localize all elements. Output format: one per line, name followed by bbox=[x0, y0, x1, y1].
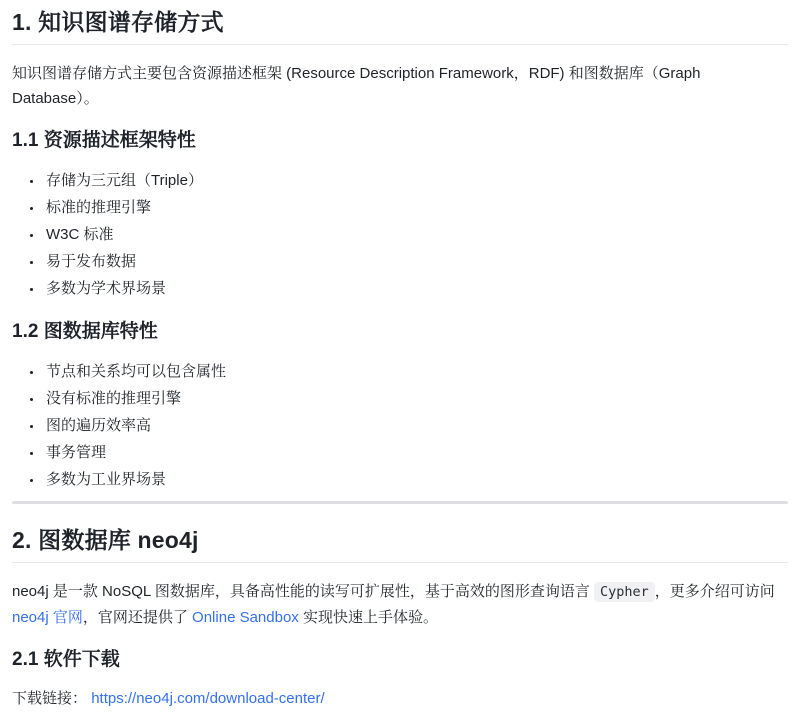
section-2-heading: 2. 图数据库 neo4j bbox=[12, 526, 788, 563]
subsection-1-2-heading: 1.2 图数据库特性 bbox=[12, 321, 158, 342]
intro-text: neo4j 是一款 NoSQL 图数据库，具备高性能的读写可扩展性，基于高效的图形查询语言 bbox=[12, 583, 595, 600]
inline-code-cypher: Cypher bbox=[594, 582, 655, 602]
list-item: • 图的遍历效率高 bbox=[43, 412, 788, 439]
list-item: • W3C 标准 bbox=[43, 221, 788, 248]
neo4j-website-link[interactable]: neo4j 官网 bbox=[12, 609, 83, 626]
download-line bbox=[12, 686, 788, 711]
list-item: • 多数为工业界场景 bbox=[43, 466, 788, 493]
download-link[interactable]: https://neo4j.com/download-center/ bbox=[91, 690, 325, 707]
list-item: • 事务管理 bbox=[43, 439, 788, 466]
list-item: • 易于发布数据 bbox=[43, 248, 788, 275]
subsection-1-1-heading: 1.1 资源描述框架特性 bbox=[12, 130, 196, 151]
intro-text: ，官网还提供了 bbox=[82, 609, 193, 626]
subsection-2-1-heading: 2.1 软件下载 bbox=[12, 649, 120, 670]
intro-text: ，更多介绍可访问 bbox=[654, 583, 775, 600]
list-item: • 没有标准的推理引擎 bbox=[43, 385, 788, 412]
list-item: • 存储为三元组（Triple） bbox=[43, 167, 788, 194]
list-item: • 多数为学术界场景 bbox=[43, 275, 788, 302]
list-item: • 节点和关系均可以包含属性 bbox=[43, 358, 788, 385]
download-label: 下载链接： bbox=[12, 690, 88, 707]
list-item: • 标准的推理引擎 bbox=[43, 194, 788, 221]
section-2-intro bbox=[12, 579, 788, 630]
section-1-intro: 知识图谱存储方式主要包含资源描述框架 (Resource Description Framework，RDF) 和图数据库（Graph Database）。 bbox=[12, 65, 701, 107]
section-divider bbox=[12, 501, 788, 504]
graph-db-features-list bbox=[12, 358, 788, 493]
rdf-features-list bbox=[12, 167, 788, 302]
section-1-heading: 1. 知识图谱存储方式 bbox=[12, 8, 788, 45]
intro-text: 实现快速上手体验。 bbox=[298, 609, 438, 626]
online-sandbox-link[interactable]: Online Sandbox bbox=[192, 609, 299, 626]
